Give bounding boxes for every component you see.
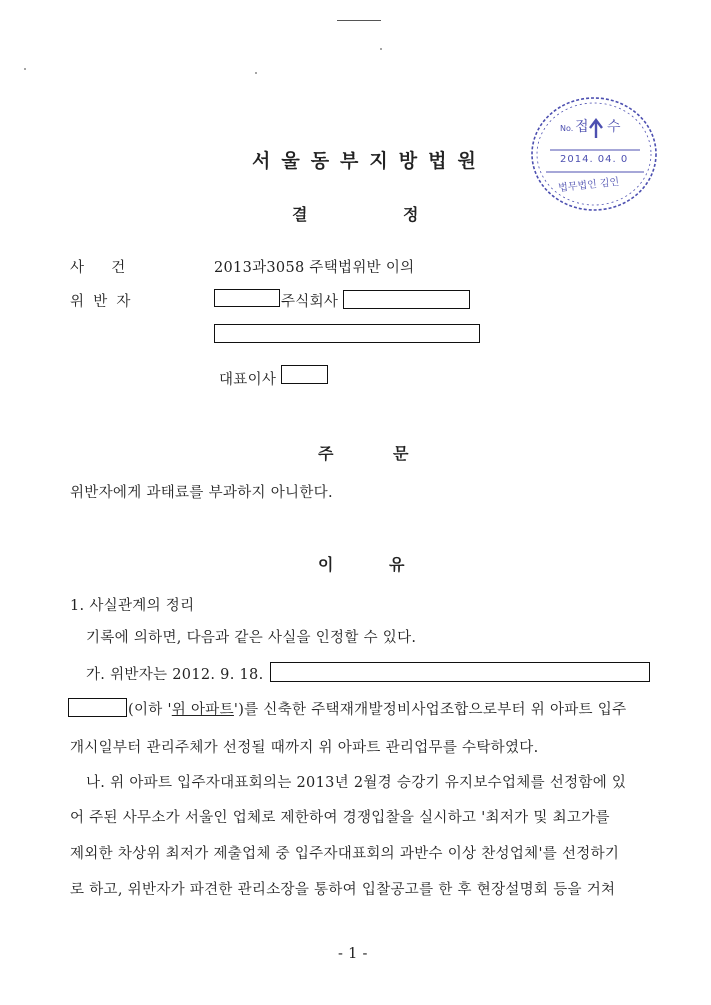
violator-label: 위 반 자 (70, 294, 131, 310)
scan-speck (24, 68, 26, 70)
item-na-line-3: 제외한 차상위 최저가 제출업체 중 입주자대표회의 과반수 이상 찬성업체'를 선정하기 (70, 846, 620, 862)
item-ga-line-2-post: ')를 신축한 주택재개발정비사업조합으로부터 위 아파트 입주 (233, 702, 627, 718)
reception-stamp (528, 94, 660, 214)
scan-speck (255, 72, 257, 74)
stamp-title-2: 수 (607, 119, 621, 135)
court-name: 서울동부지방법원 (252, 150, 487, 172)
company-suffix: 주식회사 (281, 294, 339, 310)
ceo-label: 대표이사 (219, 372, 277, 388)
top-scan-line (337, 20, 381, 21)
order-text: 위반자에게 과태료를 부과하지 아니한다. (70, 485, 333, 501)
item-na-line-1: 나. 위 아파트 입주자대표회의는 2013년 2월경 승강기 유지보수업체를 선정함에 있 (86, 775, 627, 791)
item-ga-line-2 (128, 698, 626, 719)
stamp-office: 법무법인 김인 (557, 176, 620, 195)
case-value: 2013과3058 주택법위반 이의 (214, 260, 415, 276)
section-1-title: 1. 사실관계의 정리 (70, 598, 195, 614)
redaction-box (214, 324, 480, 343)
redaction-box (214, 289, 280, 307)
document-title: 결 정 (292, 205, 419, 224)
intro-sentence: 기록에 의하면, 다음과 같은 사실을 인정할 수 있다. (86, 630, 417, 646)
case-label: 사 건 (70, 260, 126, 276)
redaction-box (270, 662, 650, 682)
item-ga-line-2-pre: (이하 ' (128, 702, 172, 718)
order-heading: 주 문 (318, 444, 409, 463)
page-number: - 1 - (338, 946, 368, 962)
item-ga-line-1: 가. 위반자는 2012. 9. 18. (86, 667, 264, 683)
redaction-box (281, 365, 328, 384)
stamp-title: 접 (575, 119, 589, 135)
item-na-line-4: 로 하고, 위반자가 파견한 관리소장을 통하여 입찰공고를 한 후 현장설명회 등을 거쳐 (70, 882, 616, 898)
redaction-box (68, 698, 127, 717)
defined-term-apartment: 위 아파트 (171, 702, 234, 718)
item-na-line-2: 어 주된 사무소가 서울인 업체로 제한하여 경쟁입찰을 실시하고 '최저가 및 최고가를 (70, 810, 610, 826)
item-ga-line-3: 개시일부터 관리주체가 선정될 때까지 위 아파트 관리업무를 수탁하였다. (70, 740, 539, 756)
reasons-heading: 이 유 (318, 555, 405, 574)
stamp-no-label: No. (560, 124, 574, 133)
stamp-date: 2014. 04. 0 (560, 154, 629, 165)
redaction-box (343, 290, 470, 309)
scan-speck (380, 48, 382, 50)
